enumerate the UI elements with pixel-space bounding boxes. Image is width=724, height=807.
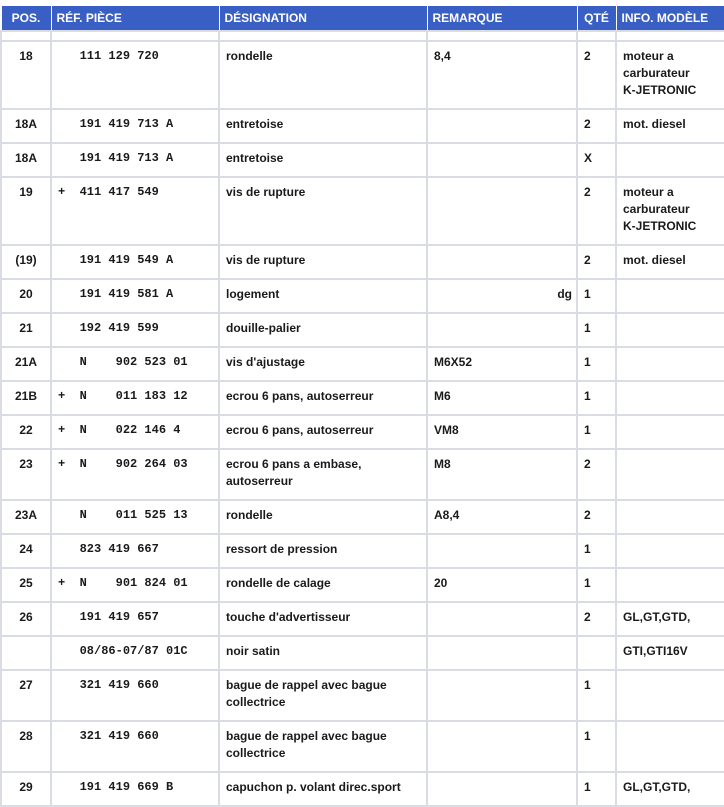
row-remarque: A8,4 <box>427 500 577 534</box>
row-info <box>616 347 724 381</box>
row-ref-number: 321 419 660 <box>79 678 159 692</box>
table-row <box>1 177 724 245</box>
table-row <box>1 449 724 500</box>
row-pos: 18A <box>1 109 51 143</box>
row-info: mot. diesel <box>616 245 724 279</box>
row-ref <box>51 347 219 381</box>
row-plus-marker: + <box>58 576 66 590</box>
row-ref-number: 191 419 581 A <box>79 287 174 301</box>
row-designation: rondelle <box>219 500 427 534</box>
row-designation: vis de rupture <box>219 177 427 245</box>
row-info <box>616 500 724 534</box>
row-remarque: M6 <box>427 381 577 415</box>
row-ref <box>51 143 219 177</box>
header-pos: POS. <box>1 6 51 32</box>
row-ref-number: 08/86-07/87 01C <box>79 644 188 658</box>
row-designation: ecrou 6 pans a embase, autoserreur <box>219 449 427 500</box>
row-plus-marker <box>58 253 65 267</box>
row-plus-marker <box>58 151 65 165</box>
row-designation: douille-palier <box>219 313 427 347</box>
row-qte: 2 <box>577 245 616 279</box>
row-remarque <box>427 670 577 721</box>
row-qte: 1 <box>577 670 616 721</box>
row-pos: 19 <box>1 177 51 245</box>
row-ref <box>51 109 219 143</box>
row-designation: vis de rupture <box>219 245 427 279</box>
table-row <box>1 602 724 636</box>
row-remarque <box>427 177 577 245</box>
row-pos: 18A <box>1 143 51 177</box>
row-plus-marker <box>58 117 65 131</box>
row-plus-marker: + <box>58 389 66 403</box>
row-ref <box>51 41 219 109</box>
row-ref-number: 111 129 720 <box>79 49 159 63</box>
table-row <box>1 772 724 806</box>
table-row <box>1 415 724 449</box>
row-pos <box>1 636 51 670</box>
row-pos: 22 <box>1 415 51 449</box>
row-pos: 20 <box>1 279 51 313</box>
row-plus-marker <box>58 508 65 522</box>
row-remarque: VM8 <box>427 415 577 449</box>
row-ref-number: N 011 525 13 <box>79 508 188 522</box>
row-qte: X <box>577 143 616 177</box>
table-row <box>1 670 724 721</box>
row-ref <box>51 670 219 721</box>
row-ref <box>51 602 219 636</box>
row-pos: (19) <box>1 245 51 279</box>
row-ref <box>51 568 219 602</box>
row-info: moteur a carburateur K-JETRONIC <box>616 177 724 245</box>
row-plus-marker <box>58 287 65 301</box>
row-info <box>616 143 724 177</box>
row-ref <box>51 279 219 313</box>
row-plus-marker: + <box>58 185 66 199</box>
row-pos: 18 <box>1 41 51 109</box>
row-remarque <box>427 245 577 279</box>
table-row <box>1 109 724 143</box>
row-designation: bague de rappel avec bague collectrice <box>219 721 427 772</box>
row-remarque <box>427 636 577 670</box>
row-info: mot. diesel <box>616 109 724 143</box>
table-row <box>1 313 724 347</box>
row-info <box>616 670 724 721</box>
row-ref-number: N 901 824 01 <box>79 576 188 590</box>
row-pos: 23A <box>1 500 51 534</box>
row-qte: 1 <box>577 415 616 449</box>
row-plus-marker <box>58 49 65 63</box>
row-designation: ecrou 6 pans, autoserreur <box>219 381 427 415</box>
parts-table <box>0 5 724 807</box>
row-info <box>616 313 724 347</box>
table-row <box>1 721 724 772</box>
row-qte: 1 <box>577 313 616 347</box>
table-row <box>1 534 724 568</box>
row-info <box>616 381 724 415</box>
table-row <box>1 568 724 602</box>
row-ref <box>51 449 219 500</box>
row-qte: 2 <box>577 449 616 500</box>
row-plus-marker <box>58 780 65 794</box>
row-remarque: M8 <box>427 449 577 500</box>
row-ref <box>51 313 219 347</box>
row-plus-marker <box>58 542 65 556</box>
row-pos: 27 <box>1 670 51 721</box>
row-ref <box>51 534 219 568</box>
row-designation: rondelle <box>219 41 427 109</box>
row-ref <box>51 245 219 279</box>
spacer-row <box>1 31 724 41</box>
table-row <box>1 347 724 381</box>
row-designation: touche d'advertisseur <box>219 602 427 636</box>
table-row <box>1 636 724 670</box>
row-plus-marker <box>58 678 65 692</box>
row-info <box>616 415 724 449</box>
table-row <box>1 143 724 177</box>
row-ref <box>51 415 219 449</box>
row-plus-marker: + <box>58 423 66 437</box>
row-ref <box>51 500 219 534</box>
row-designation: bague de rappel avec bague collectrice <box>219 670 427 721</box>
header-remarque: REMARQUE <box>427 6 577 32</box>
row-info: moteur a carburateur K-JETRONIC <box>616 41 724 109</box>
row-plus-marker <box>58 321 65 335</box>
row-ref-number: 321 419 660 <box>79 729 159 743</box>
row-remarque <box>427 109 577 143</box>
row-info <box>616 279 724 313</box>
row-qte: 2 <box>577 500 616 534</box>
row-qte: 1 <box>577 381 616 415</box>
row-info <box>616 449 724 500</box>
row-pos: 21B <box>1 381 51 415</box>
row-plus-marker <box>58 644 65 658</box>
table-header-row <box>1 6 724 32</box>
row-remarque <box>427 721 577 772</box>
row-ref-number: N 011 183 12 <box>79 389 188 403</box>
row-remarque: M6X52 <box>427 347 577 381</box>
row-ref-number: 191 419 549 A <box>79 253 174 267</box>
header-qte: QTÉ <box>577 6 616 32</box>
row-qte <box>577 636 616 670</box>
row-ref-number: 191 419 669 B <box>79 780 174 794</box>
row-ref-number: N 022 146 4 <box>79 423 181 437</box>
row-designation: noir satin <box>219 636 427 670</box>
row-designation: ressort de pression <box>219 534 427 568</box>
row-remarque <box>427 534 577 568</box>
row-qte: 1 <box>577 534 616 568</box>
row-info <box>616 721 724 772</box>
table-row <box>1 41 724 109</box>
row-info <box>616 568 724 602</box>
row-qte: 1 <box>577 568 616 602</box>
row-ref <box>51 636 219 670</box>
row-designation: entretoise <box>219 143 427 177</box>
row-info: GL,GT,GTD, <box>616 772 724 806</box>
row-qte: 2 <box>577 109 616 143</box>
header-ref: RÉF. PIÈCE <box>51 6 219 32</box>
table-row <box>1 500 724 534</box>
row-remarque <box>427 313 577 347</box>
row-designation: vis d'ajustage <box>219 347 427 381</box>
row-plus-marker <box>58 729 65 743</box>
row-ref-number: 411 417 549 <box>79 185 159 199</box>
row-plus-marker <box>58 610 65 624</box>
row-pos: 26 <box>1 602 51 636</box>
row-remarque: 20 <box>427 568 577 602</box>
row-ref-number: 823 419 667 <box>79 542 159 556</box>
row-designation: rondelle de calage <box>219 568 427 602</box>
row-info: GL,GT,GTD, <box>616 602 724 636</box>
row-remarque-right: dg <box>557 287 572 301</box>
row-qte: 1 <box>577 279 616 313</box>
row-pos: 24 <box>1 534 51 568</box>
row-ref <box>51 381 219 415</box>
row-qte: 1 <box>577 347 616 381</box>
header-designation: DÉSIGNATION <box>219 6 427 32</box>
row-qte: 1 <box>577 772 616 806</box>
row-plus-marker <box>58 355 65 369</box>
row-ref <box>51 721 219 772</box>
row-qte: 2 <box>577 602 616 636</box>
row-info: GTI,GTI16V <box>616 636 724 670</box>
row-remarque <box>427 602 577 636</box>
table-row <box>1 279 724 313</box>
row-ref-number: 191 419 713 A <box>79 117 174 131</box>
row-qte: 2 <box>577 177 616 245</box>
row-qte: 1 <box>577 721 616 772</box>
row-ref-number: 192 419 599 <box>79 321 159 335</box>
table-row <box>1 245 724 279</box>
row-designation: entretoise <box>219 109 427 143</box>
row-designation: capuchon p. volant direc.sport <box>219 772 427 806</box>
row-info <box>616 534 724 568</box>
row-qte: 2 <box>577 41 616 109</box>
header-info: INFO. MODÈLE <box>616 6 724 32</box>
row-designation: logement <box>219 279 427 313</box>
row-pos: 23 <box>1 449 51 500</box>
row-remarque <box>427 143 577 177</box>
row-ref <box>51 177 219 245</box>
row-pos: 21 <box>1 313 51 347</box>
row-ref-number: N 902 523 01 <box>79 355 188 369</box>
row-plus-marker: + <box>58 457 66 471</box>
table-row <box>1 381 724 415</box>
row-ref <box>51 772 219 806</box>
row-pos: 25 <box>1 568 51 602</box>
row-designation: ecrou 6 pans, autoserreur <box>219 415 427 449</box>
row-remarque: 8,4 <box>427 41 577 109</box>
row-ref-number: N 902 264 03 <box>79 457 188 471</box>
row-ref-number: 191 419 713 A <box>79 151 174 165</box>
row-ref-number: 191 419 657 <box>79 610 159 624</box>
row-pos: 29 <box>1 772 51 806</box>
row-remarque <box>427 772 577 806</box>
row-pos: 28 <box>1 721 51 772</box>
row-remarque <box>427 279 577 313</box>
row-pos: 21A <box>1 347 51 381</box>
